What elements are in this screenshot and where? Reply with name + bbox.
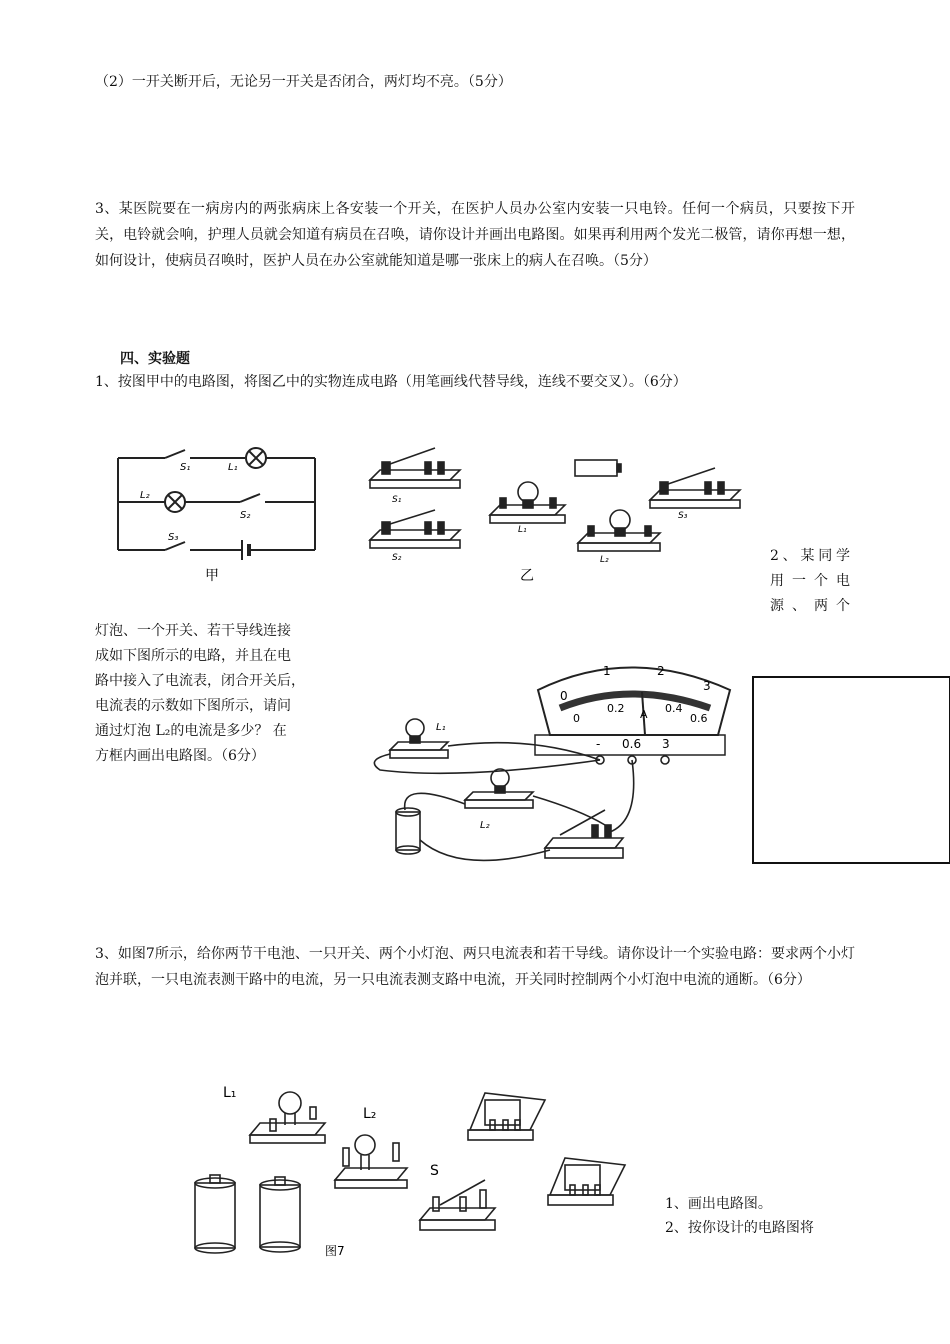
terminal-label-negative: -	[596, 737, 601, 751]
exp1-text: 1、按图甲中的电路图，将图乙中的实物连成电路（用笔画线代替导线，连线不要交叉）。（6分）	[95, 374, 687, 390]
bulb-l1-icon	[250, 1092, 325, 1143]
fig-yi-s3-label: S₃	[678, 511, 688, 521]
exp2-left-line: 电流表的示数如下图所示，请问	[95, 698, 291, 714]
switch-s-icon	[420, 1180, 495, 1230]
fig7-caption: 图7	[325, 1244, 345, 1258]
battery-2-icon	[260, 1177, 300, 1252]
scale-bottom-0: 0	[573, 712, 580, 725]
exp2-side-line: 2、某同学	[770, 548, 850, 564]
exp2-side-line: 源 、 两 个	[770, 598, 850, 614]
q2-part2-text: （2）一开关断开后，无论另一开关是否闭合，两灯均不亮。（5分）	[95, 74, 512, 90]
exp2-side-text	[770, 544, 850, 619]
scale-top-2: 2	[657, 664, 665, 678]
exp2-left-line: 灯泡、一个开关、若干导线连接	[95, 623, 291, 639]
fig-yi-caption: 乙	[520, 568, 534, 584]
fig7-s-label: S	[430, 1163, 439, 1179]
figure-jia-circuit	[110, 440, 330, 590]
ammeter-l1-label: L₁	[436, 722, 446, 733]
bulb-l2-icon	[578, 510, 660, 551]
fig-yi-l1-label: L₁	[518, 525, 527, 535]
fig-jia-l1-label: L₁	[228, 462, 238, 473]
terminal-label-0-6: 0.6	[622, 737, 642, 751]
fig-yi-l2-label: L₂	[600, 555, 609, 565]
battery-1-icon	[195, 1175, 235, 1253]
switch-s1-icon	[370, 448, 460, 488]
figure-7	[185, 1075, 635, 1260]
fig-jia-l2-label: L₂	[140, 490, 150, 501]
exp2-left-line: 方框内画出电路图。（6分）	[95, 748, 265, 764]
switch-s2-icon	[370, 510, 460, 548]
fig-jia-caption: 甲	[205, 568, 219, 584]
bulb-l1-icon	[490, 482, 565, 523]
fig7-l1-label: L₁	[223, 1085, 237, 1101]
fig-jia-s2-label: S₂	[240, 510, 251, 521]
exp2-left-text	[95, 619, 345, 769]
fig7-l2-label: L₂	[363, 1106, 377, 1122]
battery-icon	[575, 460, 621, 476]
task-1: 1、画出电路图。	[665, 1196, 772, 1212]
scale-bottom-1: 0.2	[607, 702, 625, 715]
fig-yi-s1-label: S₁	[392, 495, 402, 505]
scale-top-0: 0	[560, 689, 568, 703]
answer-box[interactable]	[752, 676, 950, 864]
terminal-3	[661, 756, 669, 764]
ammeter-2-icon	[548, 1158, 625, 1205]
ammeter-l2-label: L₂	[480, 820, 490, 831]
exp2-left-line: 通过灯泡 L₂的电流是多少？ 在	[95, 723, 287, 739]
fig-yi-s2-label: S₂	[392, 553, 402, 563]
bulb-l2-icon	[335, 1135, 407, 1188]
switch-icon	[545, 810, 623, 858]
ammeter-unit: A	[640, 708, 648, 721]
scale-bottom-2: 0.4	[665, 702, 683, 715]
q3-design-text: 3、某医院要在一病房内的两张病床上各安装一个开关，在医护人员办公室内安装一只电铃。任何一个病员，只要按下开关，电铃就会响，护理人员就会知道有病员在召唤，请你设计并画出电路图。如果再利用两个发光二极管，请你再想一想，如何设计，使病员召唤时，医护人员在办公室就能知道是哪一张床上的病人在召唤。（5分）	[95, 201, 855, 269]
fig-jia-s3-label: S₃	[168, 532, 179, 543]
section-title: 四、实验题	[120, 351, 190, 367]
ammeter-1-icon	[468, 1093, 545, 1140]
ammeter-circuit-figure	[360, 650, 745, 875]
fig-jia-s1-label: S₁	[180, 462, 191, 473]
exp2-left-line: 成如下图所示的电路，并且在电	[95, 648, 291, 664]
bulb-l2-icon	[465, 769, 533, 808]
battery-icon	[396, 808, 420, 854]
figure-yi-components	[360, 440, 750, 590]
scale-top-3: 3	[703, 679, 711, 693]
scale-top-1: 1	[603, 664, 611, 678]
exp3-text: 3、如图7所示，给你两节干电池、一只开关、两个小灯泡、两只电流表和若干导线。请你设计一个实验电路：要求两个小灯泡并联，一只电流表测干路中的电流，另一只电流表测支路中电流，开关同时控制两个小灯泡中电流的通断。（6分）	[95, 946, 855, 988]
task-2: 2、按你设计的电路图将	[665, 1220, 814, 1236]
scale-bottom-3: 0.6	[690, 712, 708, 725]
exp2-left-line: 路中接入了电流表，闭合开关后，	[95, 673, 305, 689]
terminal-label-3: 3	[662, 737, 670, 751]
switch-s3-icon	[650, 468, 740, 508]
exp2-side-line: 用 一 个 电	[770, 573, 850, 589]
